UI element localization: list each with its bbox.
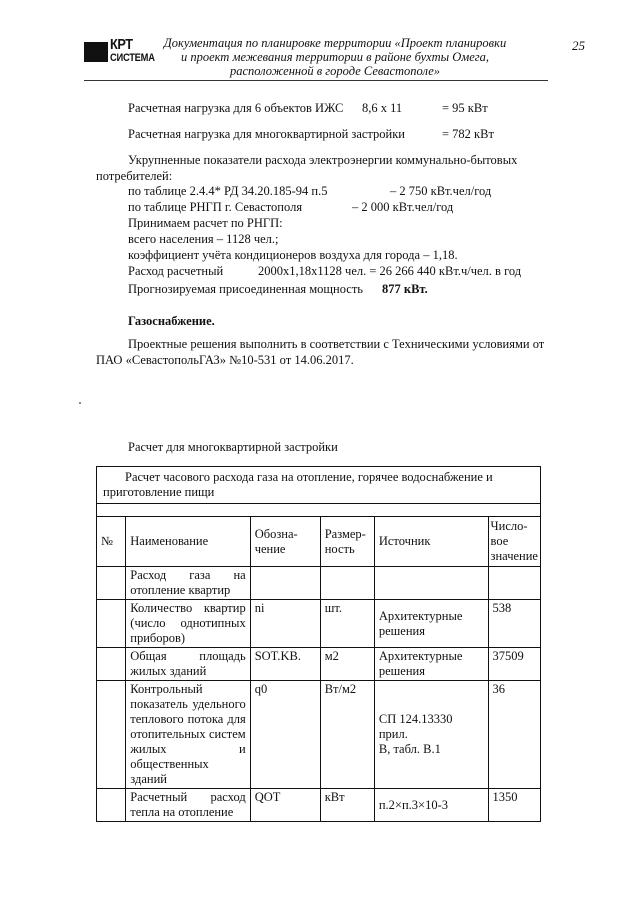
header-unit (320, 517, 374, 567)
coef-line: коэффициент учёта кондиционеров воздуха для города – 1,18. (128, 248, 458, 262)
cell-unit: м2 (320, 648, 374, 681)
cell-name-line: Расчетный расход (130, 790, 246, 804)
cell-name-line: Контрольный (130, 682, 203, 696)
cell-name-line: жилых и (130, 742, 246, 756)
document-header-title (160, 36, 510, 78)
forecast-label: Прогнозируемая присоединенная мощность (128, 282, 363, 296)
accept-line: Принимаем расчет по РНГП: (128, 216, 283, 230)
table-rd-value: – 2 750 кВт.чел/год (390, 184, 492, 198)
cell-name-line: (число однотипных (130, 616, 246, 630)
table-spacer-cell (97, 504, 541, 517)
header-symbol (250, 517, 320, 567)
cell-source-line: решения (378, 664, 425, 678)
table-rngp-value: – 2 000 кВт.чел/год (352, 200, 454, 214)
header-unit-line-1: Размер- (324, 526, 366, 541)
logo-text-sistema: СИСТЕМА (110, 52, 155, 64)
cell-source (374, 681, 488, 789)
cell-value: 538 (488, 600, 540, 648)
header-symbol-line-2: чение (254, 541, 286, 556)
cell-value (488, 567, 540, 600)
cell-num (97, 600, 126, 648)
cell-source-line: Архитектурные (378, 608, 463, 623)
scan-speck (79, 402, 81, 404)
logo-underline (84, 60, 108, 62)
header-source: Источник (374, 517, 488, 567)
table-row (97, 648, 541, 681)
cell-source (374, 648, 488, 681)
cell-unit: Вт/м2 (320, 681, 374, 789)
cell-name-line: Расход газа на (130, 568, 246, 582)
table-row (97, 600, 541, 648)
cell-name-line: Общая площадь (130, 649, 246, 663)
header-title-line-3: расположенной в городе Севастополе» (229, 64, 441, 78)
cell-num (97, 567, 126, 600)
cell-name (126, 789, 250, 822)
header-name: Наименование (126, 517, 250, 567)
company-logo (84, 36, 155, 66)
cell-source-line: СП 124.13330 прил. (378, 712, 453, 741)
header-divider (84, 80, 548, 81)
table-caption-line-1: Расчет часового расхода газа на отопление, горячее водоснабжение и (125, 470, 493, 484)
table-caption-cell (97, 467, 541, 504)
cell-symbol: q0 (250, 681, 320, 789)
table-spacer-row (97, 504, 541, 517)
table-header-row (97, 517, 541, 567)
table-row (97, 789, 541, 822)
cell-name-line: общественных зданий (130, 757, 209, 786)
cell-value: 1350 (488, 789, 540, 822)
cell-name (126, 567, 250, 600)
gas-paragraph-line-2: ПАО «СевастопольГАЗ» №10-531 от 14.06.2017. (96, 353, 354, 367)
table-rngp-label: по таблице РНГП г. Севастополя (128, 200, 303, 214)
load-mkd-value: = 782 кВт (442, 127, 494, 141)
cell-source (374, 567, 488, 600)
cell-name (126, 648, 250, 681)
cell-symbol: ni (250, 600, 320, 648)
cell-symbol: SOT.KB. (250, 648, 320, 681)
forecast-value: 877 кВт. (382, 282, 428, 296)
header-num: № (97, 517, 126, 567)
cell-symbol: QOT (250, 789, 320, 822)
cell-value: 37509 (488, 648, 540, 681)
cell-name-line: отопительных систем (130, 727, 246, 741)
load-izhs-formula: 8,6 х 11 (362, 101, 403, 115)
header-title-line-1: Документация по планировке территории «Проект планировки (163, 36, 507, 50)
population-line: всего населения – 1128 чел.; (128, 232, 279, 246)
cell-symbol (250, 567, 320, 600)
cell-source-line: п.2×п.3×10-3 (378, 797, 448, 812)
cell-name-line: показатель удельного (130, 697, 246, 711)
cell-name-line: Количество квартир (130, 601, 246, 615)
header-value-line-3: значение (490, 549, 538, 563)
header-value-line-1: Число- (490, 519, 528, 533)
load-izhs-label: Расчетная нагрузка для 6 объектов ИЖС (128, 101, 344, 115)
cell-name-line: жилых зданий (130, 664, 207, 678)
cell-name (126, 681, 250, 789)
page-number: 25 (572, 38, 585, 53)
cell-value: 36 (488, 681, 540, 789)
table-title: Расчет для многоквартирной застройки (128, 440, 338, 454)
ukr-line-2: потребителей: (96, 169, 173, 183)
cell-num (97, 789, 126, 822)
cell-name-line: приборов) (130, 631, 186, 645)
cell-unit: шт. (320, 600, 374, 648)
logo-mark-icon (84, 42, 108, 60)
table-caption-row (97, 467, 541, 504)
gas-paragraph-line-1: Проектные решения выполнить в соответствии с Техническими условиями от (128, 337, 545, 351)
header-symbol-line-1: Обозна- (254, 526, 298, 541)
rashod-label: Расход расчетный (128, 264, 224, 278)
header-value (488, 517, 540, 567)
load-izhs-value: = 95 кВт (442, 101, 488, 115)
cell-source (374, 789, 488, 822)
gas-heading: Газоснабжение. (128, 314, 215, 328)
cell-source-line: В, табл. В.1 (378, 742, 441, 756)
cell-name (126, 600, 250, 648)
logo-text-krt: КРТ (110, 36, 133, 53)
gas-calculation-table (96, 466, 541, 822)
cell-num (97, 648, 126, 681)
table-caption-line-2: приготовление пищи (103, 485, 215, 499)
header-value-line-2: вое (490, 534, 509, 548)
load-mkd-label: Расчетная нагрузка для многоквартирной застройки (128, 127, 405, 141)
cell-name-line: тепла на отопление (130, 805, 234, 819)
cell-unit (320, 567, 374, 600)
cell-source (374, 600, 488, 648)
table-row (97, 681, 541, 789)
cell-source-line: решения (378, 623, 425, 638)
cell-name-line: отопление квартир (130, 583, 231, 597)
table-row (97, 567, 541, 600)
cell-name-line: теплового потока для (130, 712, 246, 726)
table-rd-label: по таблице 2.4.4* РД 34.20.185-94 п.5 (128, 184, 328, 198)
header-unit-line-2: ность (324, 541, 355, 556)
cell-unit: кВт (320, 789, 374, 822)
cell-num (97, 681, 126, 789)
header-title-line-2: и проект межевания территории в районе бухты Омега, (180, 50, 490, 64)
rashod-value: 2000х1,18х1128 чел. = 26 266 440 кВт.ч/чел. в год (258, 264, 522, 278)
ukr-line-1: Укрупненные показатели расхода электроэнергии коммунально-бытовых (128, 153, 518, 167)
cell-source-line: Архитектурные (378, 649, 463, 663)
table-body (97, 567, 541, 822)
